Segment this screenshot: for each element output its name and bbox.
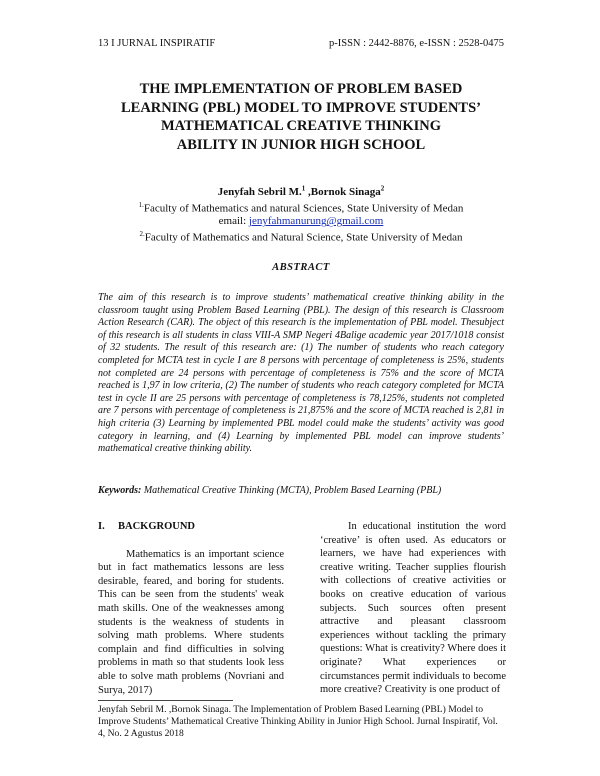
journal-page-label: 13 I JURNAL INSPIRATIF	[98, 38, 216, 49]
affiliation-2	[98, 228, 504, 245]
right-column	[320, 520, 506, 697]
email-line	[98, 215, 504, 228]
abstract-text: The aim of this research is to improve students’ mathematical creative thinking ability in the classroom taught using Problem Based Learning (PBL). The design of this research is Classroom Action Research (CAR). The object of this research is the implementation of PBL model. Thesubject of this research is all students in class VIII-A SMP Negeri 4Balige academic year 2017/1018 consist of 32 students. The result of this research are: (1) The number of students who reach category completed for MCTA test in cycle I are 8 persons with percentage of completeness is 25%, students not completed are 24 persons with percentage of completeness is 75% and the score of MCTA reached is 1,97 in low criteria, (2) The number of students who reach category completed for MCTA test in cycle II are 25 persons with percentage of completeness is 78,125%, students not completed are 7 persons with percentage of completeness is 21,875% and the score of MCTA reached is 2,81 in high criteria (3) Learning by implemented PBL model could make the students’ activity was good category in learning, and (4) Learning by implemented PBL model can improve students’ mathematical creative thinking ability.	[98, 292, 504, 455]
title-line: MATHEMATICAL CREATIVE THINKING	[160, 118, 442, 134]
affiliation-1-text: Faculty of Mathematics and natural Sciences, State University of Medan	[143, 202, 464, 215]
footer-rule	[98, 700, 233, 701]
affiliation-1	[98, 199, 504, 216]
author-1-sup: 1	[301, 184, 306, 192]
email-label: email:	[218, 215, 249, 228]
author-block	[98, 182, 504, 245]
affiliation-1-sup: 1.	[138, 200, 144, 209]
title-line: ABILITY IN JUNIOR HIGH SCHOOL	[176, 136, 426, 153]
abstract-heading: ABSTRACT	[272, 262, 330, 273]
email-link[interactable]: jenyfahmanurung@gmail.com	[248, 215, 384, 228]
paper-title	[98, 80, 504, 154]
body-paragraph: In educational institution the word ‘creative’ is often used. As educators or learners, we have had experiences with creative writing. Teacher supplies flourish with collections of creative activities or books on creative education of various subjects. Such sources often present attractive and pleasant classroom experiences without tackling the primary questions: What is creativity? Where does it originate? What experiences or circumstances permit individuals to become more creative? Creativity is one product of	[320, 521, 506, 696]
author-1: Jenyfah Sebril M.	[217, 185, 302, 198]
author-2: Bornok Sinaga	[310, 185, 381, 198]
section-heading	[98, 520, 284, 534]
section-title: BACKGROUND	[118, 521, 196, 532]
left-column	[98, 520, 284, 697]
title-line: LEARNING (PBL) MODEL TO IMPROVE STUDENTS’	[120, 99, 481, 116]
author-names	[218, 186, 385, 198]
keywords-line	[98, 485, 504, 496]
issn-label: p-ISSN : 2442-8876, e-ISSN : 2528-0475	[329, 38, 504, 49]
section-number: I.	[98, 521, 105, 532]
citation-footer: Jenyfah Sebril M. ,Bornok Sinaga. The Implementation of Problem Based Learning (PBL) Model to Improve Students’ Mathematical Creative Thinking Ability in Junior High School. Jurnal Inspiratif, Vol. 4, No. 2 Agustus 2018	[98, 704, 498, 739]
body-paragraph: Mathematics is an important science but in fact mathematics lessons are less desirable, feared, and boring for students. This can be seen from the students' weak math skills. One of the weaknesses among students is the weakness of students in solving math problems. Where students complain and find difficulties in solving problems in math so that students look less able to solve math problems (Novriani and Surya, 2017)	[98, 548, 284, 696]
affiliation-2-text: Faculty of Mathematics and Natural Science, State University of Medan	[144, 231, 463, 244]
title-line: THE IMPLEMENTATION OF PROBLEM BASED	[139, 81, 463, 97]
keywords-label: Keywords:	[98, 485, 142, 496]
running-header	[98, 38, 504, 49]
affiliation-2-sup: 2.	[139, 230, 145, 239]
author-separator: ,	[305, 185, 311, 198]
keywords-text: Mathematical Creative Thinking (MCTA), Problem Based Learning (PBL)	[141, 485, 442, 496]
author-2-sup: 2	[380, 184, 385, 192]
